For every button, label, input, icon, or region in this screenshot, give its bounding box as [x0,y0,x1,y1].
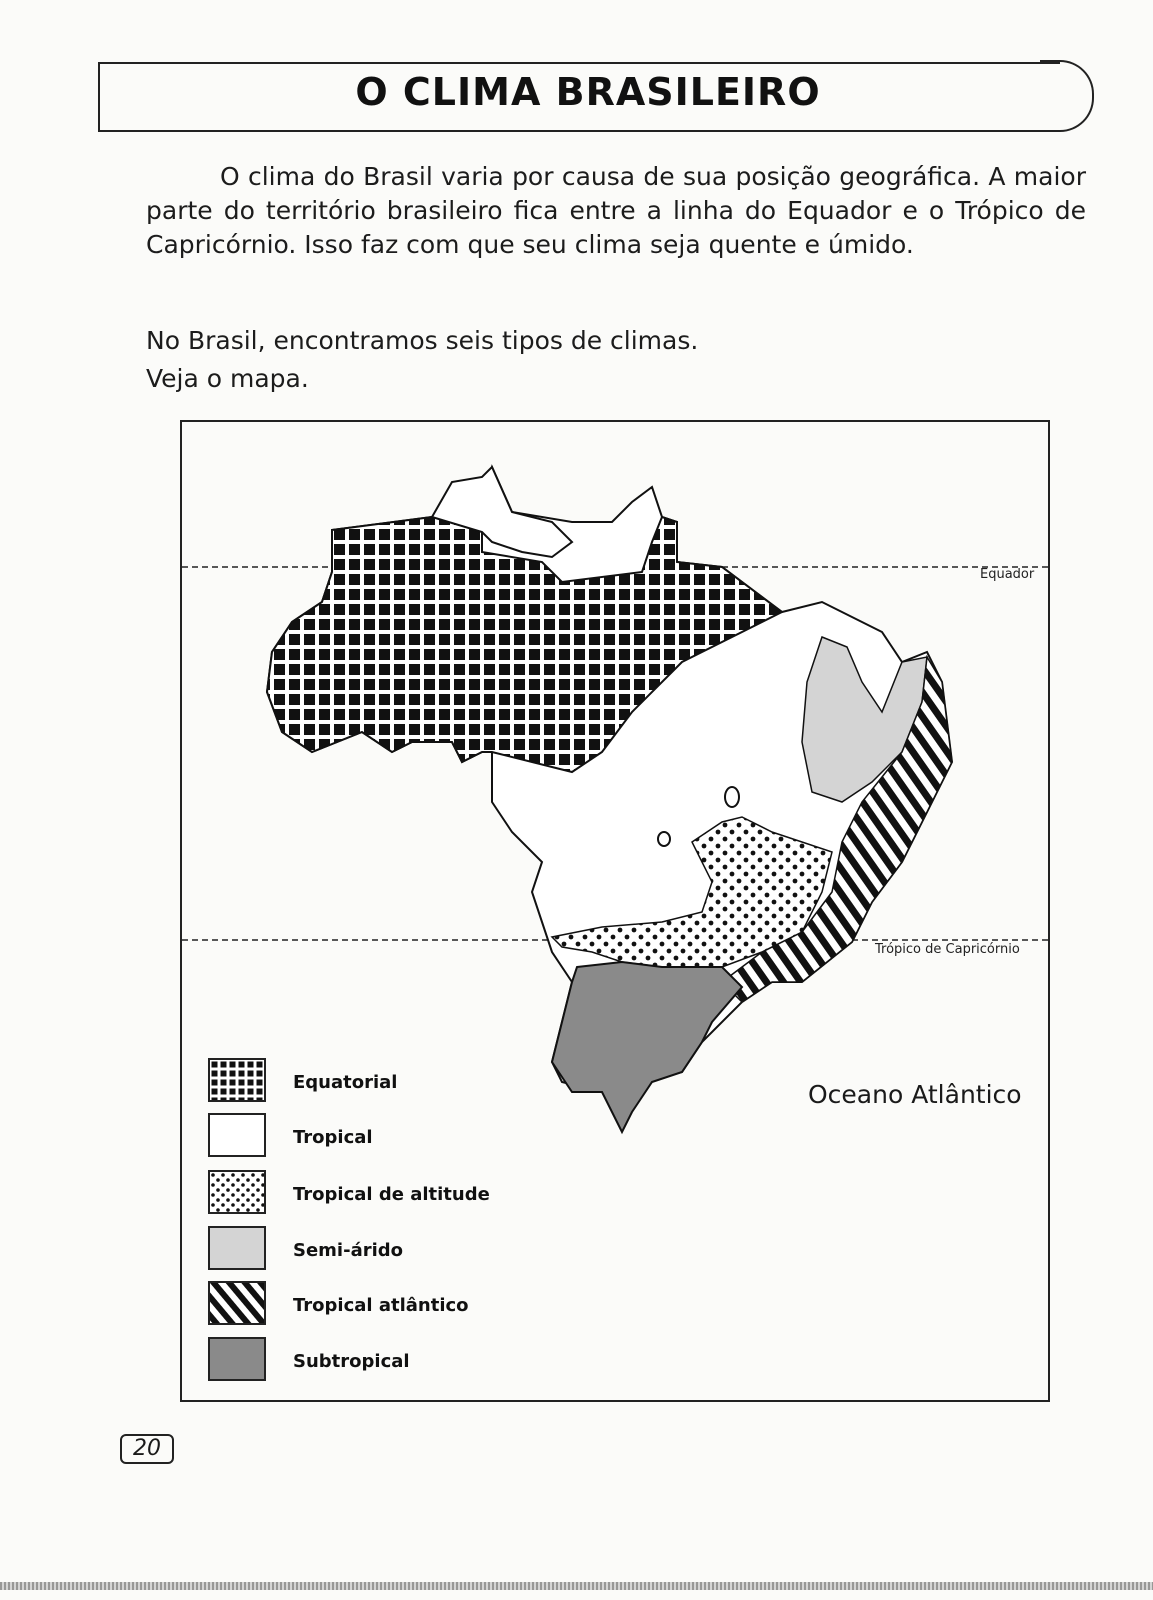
region-subtropical [552,962,742,1132]
scan-edge [0,1582,1153,1590]
small-island-2 [658,832,670,846]
tropic-label: Trópico de Capricórnio [875,942,1020,957]
legend-label-equatorial: Equatorial [293,1072,398,1093]
equator-label: Equador [980,567,1035,582]
legend-swatch-subtropical [208,1337,266,1381]
legend-label-semi-arido: Semi-árido [293,1240,404,1261]
legend-swatch-tropical-altitude [208,1170,266,1214]
legend-swatch-tropical-atlantico [208,1281,266,1325]
legend-label-tropical-altitude: Tropical de altitude [293,1184,490,1205]
ocean-label: Oceano Atlântico [808,1080,1022,1109]
legend-label-subtropical: Subtropical [293,1351,410,1372]
page-title: O CLIMA BRASILEIRO [355,70,821,114]
climate-count-text: No Brasil, encontramos seis tipos de climas. [146,326,699,355]
see-map-text: Veja o mapa. [146,364,309,393]
page-number: 20 [120,1434,174,1464]
legend-swatch-semi-arido [208,1226,266,1270]
legend-swatch-equatorial [208,1058,266,1102]
intro-paragraph: O clima do Brasil varia por causa de sua posição geográfica. A maior parte do território brasileiro fica entre a linha do Equador e o Trópico de Capricórnio. Isso faz com que seu clima seja quente e úmido. [146,162,1086,259]
small-island-1 [725,787,739,807]
legend-swatch-tropical [208,1113,266,1157]
legend-label-tropical-atlantico: Tropical atlântico [293,1295,469,1316]
legend-label-tropical: Tropical [293,1127,373,1148]
